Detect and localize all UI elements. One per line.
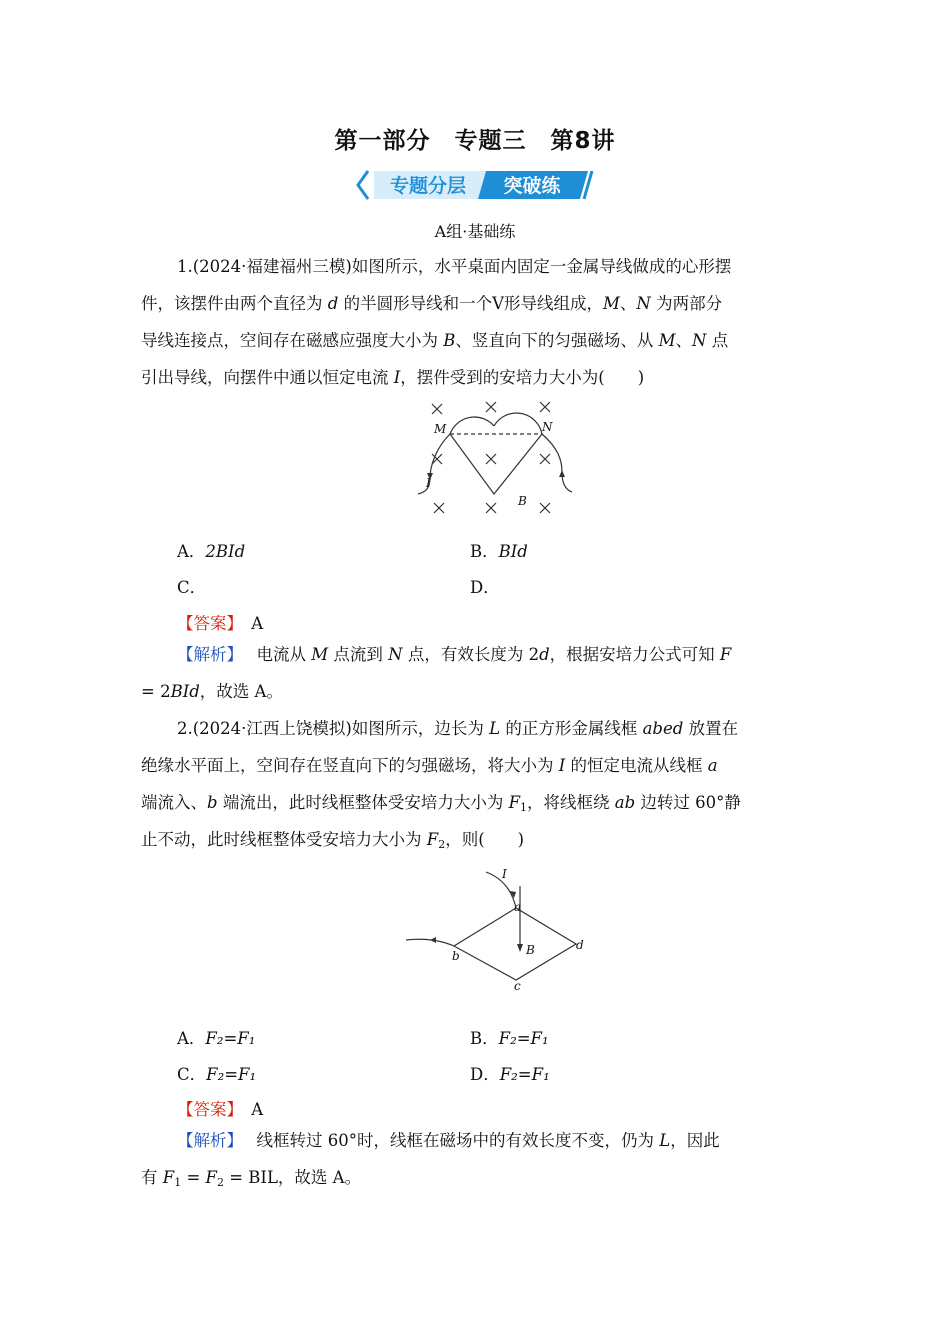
label-field-b: B — [526, 943, 535, 957]
label-i: I — [426, 476, 431, 490]
label-a: a — [514, 900, 522, 914]
q2-option-c[interactable]: C．F₂=F₁ — [177, 1065, 257, 1084]
question-1: 1.(2024·福建福州三模)如图所示，水平桌面内固定一金属导线做成的心形摆 件，该摆件由两个直径为 d 的半圆形导线和一个V形导线组成，M、N 为两部分 导线连接点，空间存在磁感应强度大小为 B、竖直向下的匀强磁场、从 M、N 点 引出导线，向摆件中通以恒定电流 I，摆件受到的安培力大小为( ) — [141, 257, 732, 387]
q1-option-d[interactable]: D． — [470, 578, 500, 597]
q2-analysis: 【解析】 线框转过 60°时，线框在磁场中的有效长度不变，仍为 L，因此 有 $F_1 = F_2$ = BIL，故选 A。 — [141, 1131, 720, 1189]
label-d: d — [576, 938, 584, 952]
q1-option-b[interactable]: B．BId — [470, 542, 528, 561]
label-b: b — [452, 949, 460, 963]
q1-option-c[interactable]: C． — [177, 578, 207, 597]
question-2: 2.(2024·江西上饶模拟)如图所示，边长为 L 的正方形金属线框 abed 放置在 绝缘水平面上，空间存在竖直向下的匀强磁场，将大小为 I 的恒定电流从线框 a 端流入、b 端流出，此时线框整体受安培力大小为 $F_1$，将线框绕 ab 边转过 60°静 止不动，此时线框整体受安培力大小为 $F_2$，则( ) — [141, 719, 741, 851]
group-label: A组·基础练 — [434, 222, 516, 241]
label-i: I — [502, 867, 507, 881]
q1-answer: 【答案】 A — [177, 614, 264, 633]
q1-number: 1. — [177, 257, 193, 276]
page-title: 第一部分 专题三 第8讲 — [334, 128, 616, 154]
q2-answer: 【答案】 A — [177, 1100, 264, 1119]
label-c: c — [514, 979, 521, 992]
q1-source: (2024·福建福州三模) — [192, 257, 352, 276]
section-banner — [352, 167, 598, 203]
heart-wire-figure — [412, 396, 582, 520]
q2-option-d[interactable]: D．F₂=F₁ — [470, 1065, 550, 1084]
banner-right-text: 突破练 — [503, 175, 561, 197]
label-n: N — [542, 420, 553, 434]
label-b: B — [518, 494, 527, 508]
q1-analysis: 【解析】 电流从 M 点流到 N 点，有效长度为 2d，根据安培力公式可知 F = 2BId，故选 A。 — [141, 645, 732, 701]
square-frame-figure — [402, 862, 592, 992]
label-m: M — [434, 422, 447, 436]
banner-left-text: 专题分层 — [389, 175, 467, 197]
q2-option-a[interactable]: A．F₂=F₁ — [177, 1029, 256, 1048]
q2-option-b[interactable]: B．F₂=F₁ — [470, 1029, 549, 1048]
q1-option-a[interactable]: A．2BId — [177, 542, 246, 561]
